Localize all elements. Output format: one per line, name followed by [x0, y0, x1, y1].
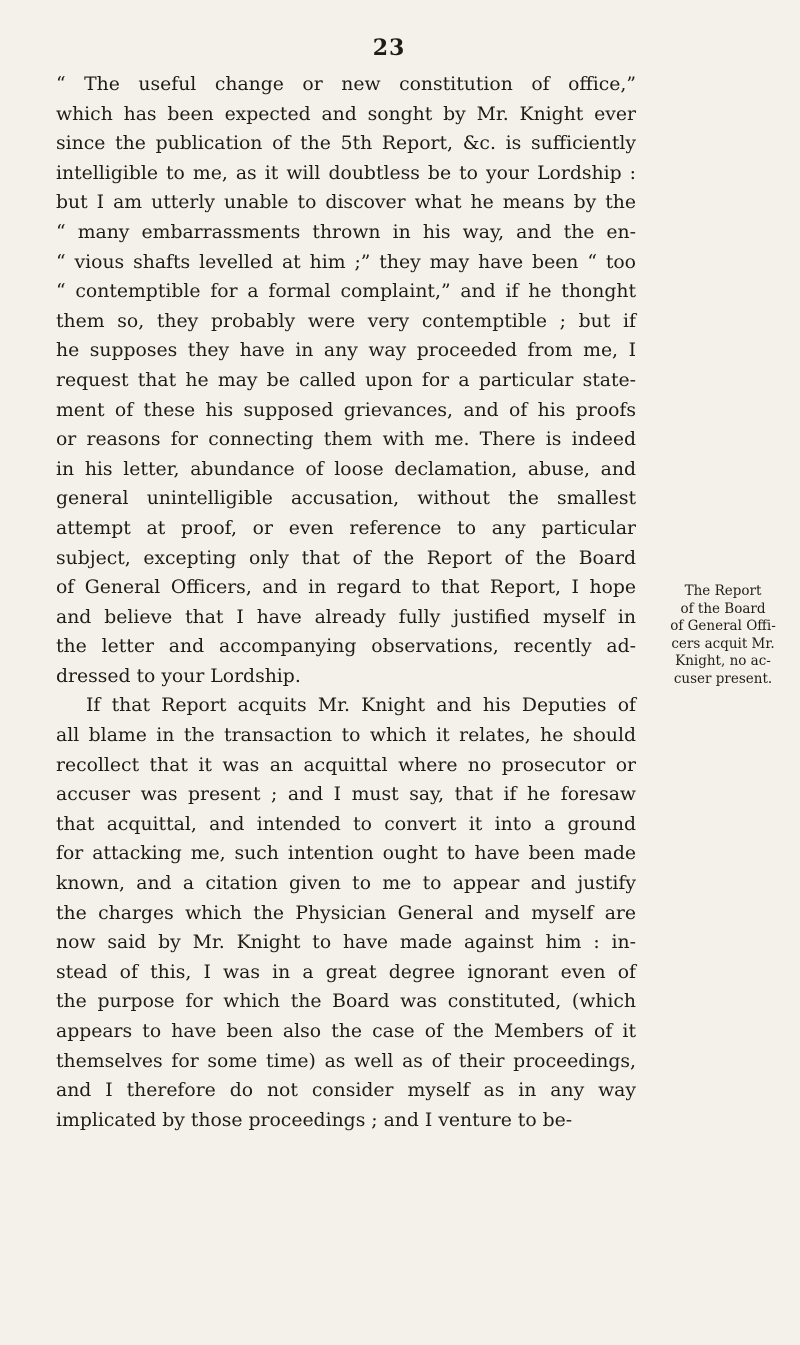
body-line: implicated by those proceedings ; and I venture to be- — [56, 1109, 573, 1131]
body-line: them so, they probably were very contemptible ; but if — [56, 310, 636, 332]
body-line: and believe that I have already fully justified myself in — [56, 606, 636, 628]
body-line: all blame in the transaction to which it relates, he should — [56, 725, 636, 747]
body-line: appears to have been also the case of the Members of it — [56, 1021, 636, 1042]
body-line: or reasons for connecting them with me. There is indeed — [56, 429, 636, 451]
body-line: for attacking me, such intention ought to have been made — [56, 843, 636, 865]
margin-note-line: cuser present. — [673, 670, 773, 687]
body-line: stead of this, I was in a great degree ignorant even of — [56, 961, 636, 983]
body-line: the letter and accompanying observations, recently ad- — [56, 636, 636, 658]
body-line: accuser was present ; and I must say, that if he foresaw — [56, 784, 636, 806]
body-line: attempt at proof, or even reference to any particular — [56, 517, 636, 539]
body-line: that acquittal, and intended to convert it into a ground — [56, 813, 636, 835]
margin-note — [658, 583, 788, 688]
body-line: request that he may be called upon for a particular state- — [56, 369, 636, 391]
body-line: recollect that it was an acquittal where no prosecutor or — [56, 754, 636, 776]
margin-note-line: of General Offi- — [670, 618, 776, 634]
body-line: ment of these his supposed grievances, and of his proofs — [56, 399, 636, 421]
body-line: “ contemptible for a formal complaint,” and if he thonght — [56, 281, 636, 303]
body-line: “ The useful change or new constitution of office,” — [56, 74, 636, 95]
body-line: he supposes they have in any way proceeded from me, I — [56, 340, 636, 362]
body-line: and I therefore do not consider myself as in any way — [56, 1080, 636, 1102]
body-line: in his letter, abundance of loose declamation, abuse, and — [56, 458, 636, 480]
body-line: but I am utterly unable to discover what he means by the — [56, 192, 636, 214]
body-line: general unintelligible accusation, without the smallest — [56, 488, 636, 510]
body-line: themselves for some time) as well as of their proceedings, — [56, 1050, 636, 1072]
body-line: “ vious shafts levelled at him ;” they may have been “ too — [56, 251, 636, 273]
body-line: known, and a citation given to me to appear and justify — [56, 873, 636, 895]
body-line: the purpose for which the Board was constituted, (which — [56, 991, 636, 1013]
body-line: “ many embarrassments thrown in his way, and the en- — [56, 221, 636, 243]
body-line: If that Report acquits Mr. Knight and his Deputies of — [86, 695, 636, 717]
body-line: which has been expected and songht by Mr. Knight ever — [56, 103, 636, 125]
body-text — [56, 70, 636, 1135]
body-line: now said by Mr. Knight to have made against him : in- — [56, 932, 636, 954]
margin-note-line: Knight, no ac- — [675, 653, 771, 669]
margin-note-line: cers acquit Mr. — [671, 635, 775, 652]
body-line: subject, excepting only that of the Report of the Board — [56, 547, 636, 569]
body-line: dressed to your Lordship. — [56, 665, 301, 687]
margin-note-line: The Report — [684, 583, 762, 599]
body-line: intelligible to me, as it will doubtless be to your Lordship : — [56, 162, 636, 184]
body-line: the charges which the Physician General and myself are — [56, 902, 636, 924]
page-number: 23 — [372, 35, 406, 61]
body-line: since the publication of the 5th Report, &c. is sufficiently — [56, 133, 636, 155]
margin-note-line: of the Board — [680, 600, 766, 617]
body-line: of General Officers, and in regard to that Report, I hope — [56, 577, 636, 599]
